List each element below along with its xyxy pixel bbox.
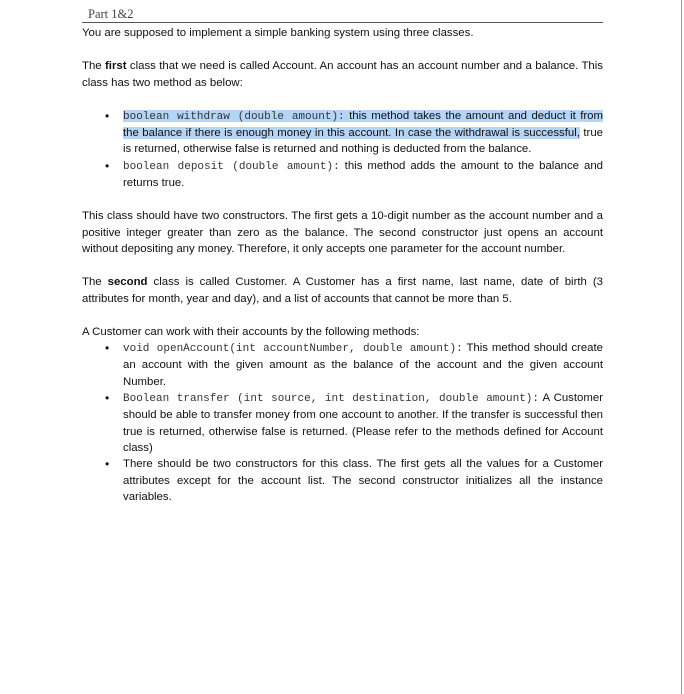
page-border [681,0,682,694]
list-item-deposit: • boolean deposit (double amount): this method adds the amount to the balance and returns true. [105,158,604,190]
list-item-constructors: • There should be two constructors for this class. The first gets all the values for a Customer attributes except for the account list. The second constructor initializes all the instance variables. [105,457,603,503]
bullet-icon: • [105,108,110,123]
constructors-paragraph: This class should have two constructors. The first gets a 10-digit number as the account number and a positive integer greater than zero as the balance. The second constructor just opens an account without depositing any money. Therefore, it only accepts one parameter for the account number. [82,210,603,255]
customer-method-list [82,340,603,505]
customer-paragraph: The second class is called Customer. A Customer has a first name, last name, date of birth (3 attributes for month, year and day), and a list of accounts that cannot be more than 5. [82,276,603,305]
first-strong: first [105,60,127,73]
bullet-icon: • [105,341,110,356]
second-strong: second [107,276,148,289]
part-heading: Part 1&2 [88,7,134,21]
heading-rule [82,22,603,23]
list-item-withdraw: • boolean withdraw (double amount): this method takes the amount and deduct it from the balance if there is enough money in this account. In case the withdrawal is successful, true is returned, otherwise false is returned and nothing is deducted from the balance. [105,108,603,156]
transfer-signature: Boolean transfer (int source, int destination, double amount): [123,393,540,406]
selected-text[interactable]: boolean withdraw (double amount): this method takes the amount and deduct it from the balance if there is enough money in this account. In case the withdrawal is successful, [123,109,603,140]
intro-paragraph: You are supposed to implement a simple banking system using three classes. [82,27,474,39]
bullet-icon: • [105,391,110,406]
deposit-signature: boolean deposit (double amount): [123,160,340,173]
list-item-open-account: • void openAccount(int accountNumber, double amount): This method should create an account with the given amount as the balance of the account and the given account Number. [105,341,603,388]
document-body [82,6,603,505]
open-account-signature: void openAccount(int accountNumber, double amount): [123,343,463,356]
bullet-icon: • [105,457,110,472]
account-method-list [82,108,603,191]
list-item-transfer: • Boolean transfer (int source, int destination, double amount): A Customer should be able to transfer money from one account to another. If the transfer is successful then true is returned, otherwise false is returned. (Please refer to the methods defined for Account class) [105,391,603,454]
customer-methods-intro: A Customer can work with their accounts by the following methods: [82,325,420,338]
bullet-icon: • [105,158,110,173]
withdraw-signature: boolean withdraw (double amount): [123,110,345,123]
account-paragraph: The first class that we need is called Account. An account has an account number and a balance. This class has two method as below: [82,60,603,89]
